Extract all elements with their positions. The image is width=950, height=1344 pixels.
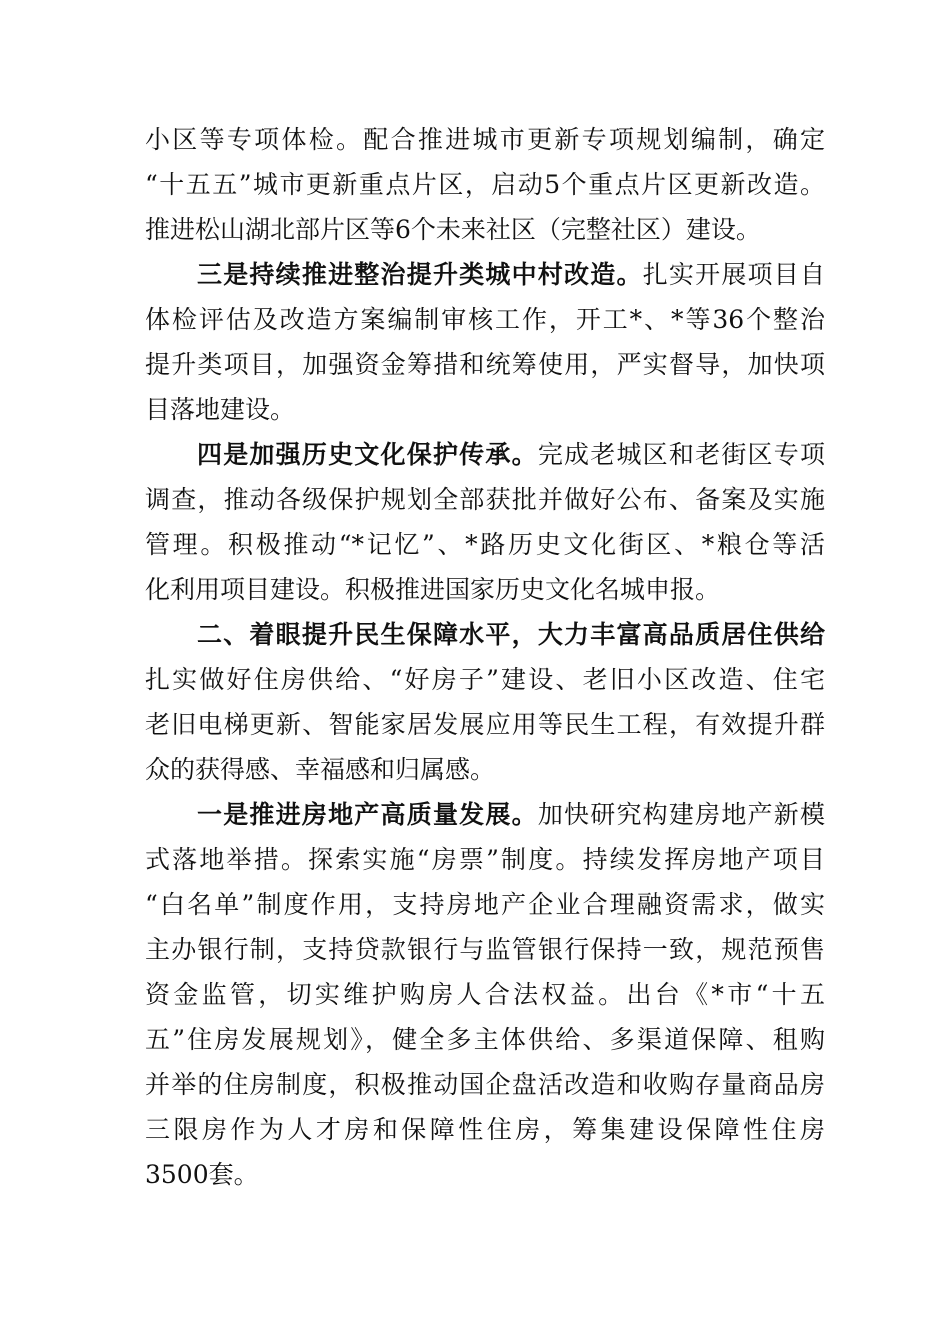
paragraph-first-line <box>197 259 825 291</box>
text-line: 主办银行制，支持贷款银行与监管银行保持一致，规范预售 <box>145 935 825 964</box>
text-line: 推进松山湖北部片区等6个未来社区（完整社区）建设。 <box>145 215 761 244</box>
paragraph-lead: 一是推进房地产高质量发展。 <box>197 800 538 829</box>
text-line: 式落地举措。探索实施“房票”制度。持续发挥房地产项目 <box>145 845 825 874</box>
section-heading: 二、着眼提升民生保障水平，大力丰富高品质居住供给 <box>197 620 825 649</box>
text-line: 五”住房发展规划》，健全多主体供给、多渠道保障、租购 <box>145 1025 825 1054</box>
paragraph-first-line <box>197 799 825 831</box>
text-line: 调查，推动各级保护规划全部获批并做好公布、备案及实施 <box>145 485 825 514</box>
text-line: 并举的住房制度，积极推动国企盘活改造和收购存量商品房 <box>145 1070 825 1099</box>
text-line: 目落地建设。 <box>145 395 296 424</box>
text-line: 管理。积极推动“*记忆”、*路历史文化街区、*粮仓等活 <box>145 530 825 559</box>
text-line: 扎实做好住房供给、“好房子”建设、老旧小区改造、住宅 <box>145 665 825 694</box>
text-line: 小区等专项体检。配合推进城市更新专项规划编制，确定 <box>145 125 825 154</box>
text-line: 三限房作为人才房和保障性住房，筹集建设保障性住房 <box>145 1115 825 1144</box>
text-line: 资金监管，切实维护购房人合法权益。出台《*市“十五 <box>145 980 825 1009</box>
text-line: 提升类项目，加强资金筹措和统筹使用，严实督导，加快项 <box>145 350 825 379</box>
text-line: 3500套。 <box>145 1160 259 1189</box>
paragraph-lead: 三是持续推进整治提升类城中村改造。 <box>197 260 643 289</box>
text-line: 扎实开展项目自 <box>642 260 825 289</box>
text-line: 老旧电梯更新、智能家居发展应用等民生工程，有效提升群 <box>145 710 825 739</box>
paragraph-first-line <box>197 439 825 471</box>
text-line: 化利用项目建设。积极推进国家历史文化名城申报。 <box>145 575 721 604</box>
text-line: “白名单”制度作用，支持房地产企业合理融资需求，做实 <box>145 890 825 919</box>
text-line: 众的获得感、幸福感和归属感。 <box>145 755 496 784</box>
text-line: 体检评估及改造方案编制审核工作，开工*、*等36个整治 <box>145 305 825 334</box>
text-line: “十五五”城市更新重点片区，启动5个重点片区更新改造。 <box>145 170 825 199</box>
text-line: 完成老城区和老街区专项 <box>537 440 825 469</box>
paragraph-lead: 四是加强历史文化保护传承。 <box>197 440 538 469</box>
text-line: 加快研究构建房地产新模 <box>537 800 825 829</box>
